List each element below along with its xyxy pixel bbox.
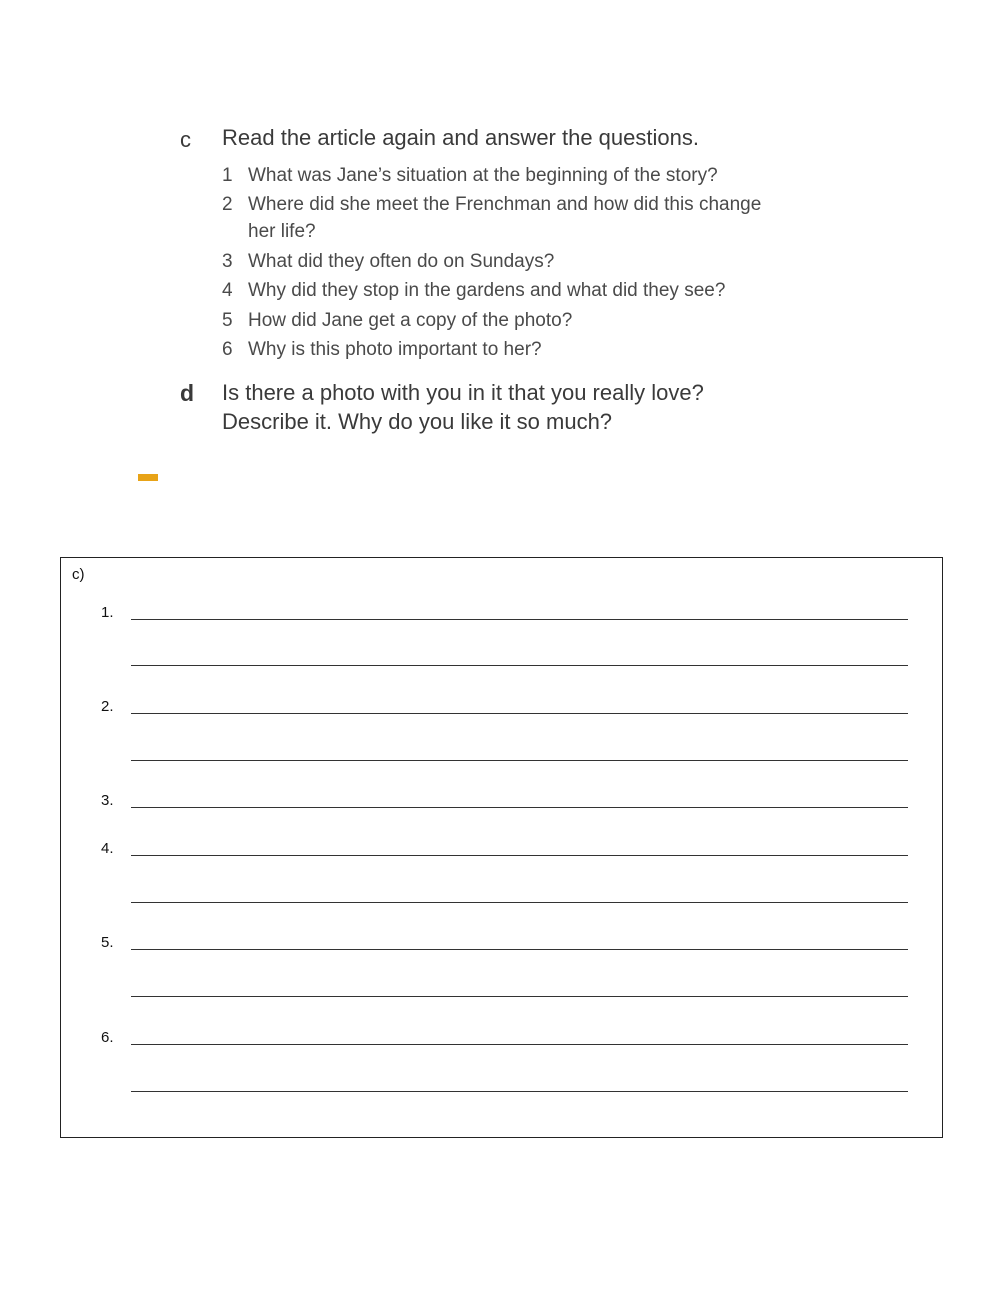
question-number: 3 xyxy=(222,251,233,272)
question-number: 2 xyxy=(222,194,233,215)
question-text: Why is this photo important to her? xyxy=(248,339,542,360)
question-1 xyxy=(222,162,848,189)
answer-line[interactable] xyxy=(131,665,908,666)
answer-box-label: c) xyxy=(72,566,85,583)
answer-number-4: 4. xyxy=(101,840,114,857)
accent-mark xyxy=(138,474,158,481)
question-4 xyxy=(222,277,848,304)
answer-line[interactable] xyxy=(131,855,908,856)
question-text: How did Jane get a copy of the photo? xyxy=(248,310,573,331)
question-text: Where did she meet the Frenchman and how did this change her life? xyxy=(248,194,762,242)
answer-number-1: 1. xyxy=(101,604,114,621)
section-c-heading: Read the article again and answer the questions. xyxy=(222,125,699,150)
question-text: What was Jane’s situation at the beginning of the story? xyxy=(248,165,718,186)
question-2 xyxy=(222,191,788,245)
answer-line[interactable] xyxy=(131,902,908,903)
answer-line[interactable] xyxy=(131,996,908,997)
answer-line[interactable] xyxy=(131,1044,908,1045)
answer-number-3: 3. xyxy=(101,792,114,809)
answer-line[interactable] xyxy=(131,713,908,714)
question-number: 4 xyxy=(222,280,233,301)
section-d-line-1: Is there a photo with you in it that you really love? xyxy=(222,380,704,405)
question-5 xyxy=(222,307,848,334)
answer-number-2: 2. xyxy=(101,698,114,715)
question-text: What did they often do on Sundays? xyxy=(248,251,555,272)
question-6 xyxy=(222,336,848,363)
answer-line[interactable] xyxy=(131,619,908,620)
answer-line[interactable] xyxy=(131,760,908,761)
section-d-letter: d xyxy=(180,380,195,406)
answer-number-6: 6. xyxy=(101,1029,114,1046)
question-number: 1 xyxy=(222,165,233,186)
section-d-line-2: Describe it. Why do you like it so much? xyxy=(222,409,613,434)
question-number: 6 xyxy=(222,339,233,360)
answer-line[interactable] xyxy=(131,1091,908,1092)
answer-number-5: 5. xyxy=(101,934,114,951)
answer-line[interactable] xyxy=(131,949,908,950)
question-number: 5 xyxy=(222,310,233,331)
section-c-letter: c xyxy=(180,127,191,152)
question-text: Why did they stop in the gardens and what did they see? xyxy=(248,280,726,301)
answer-line[interactable] xyxy=(131,807,908,808)
answer-box xyxy=(60,557,943,1138)
question-3 xyxy=(222,248,848,275)
